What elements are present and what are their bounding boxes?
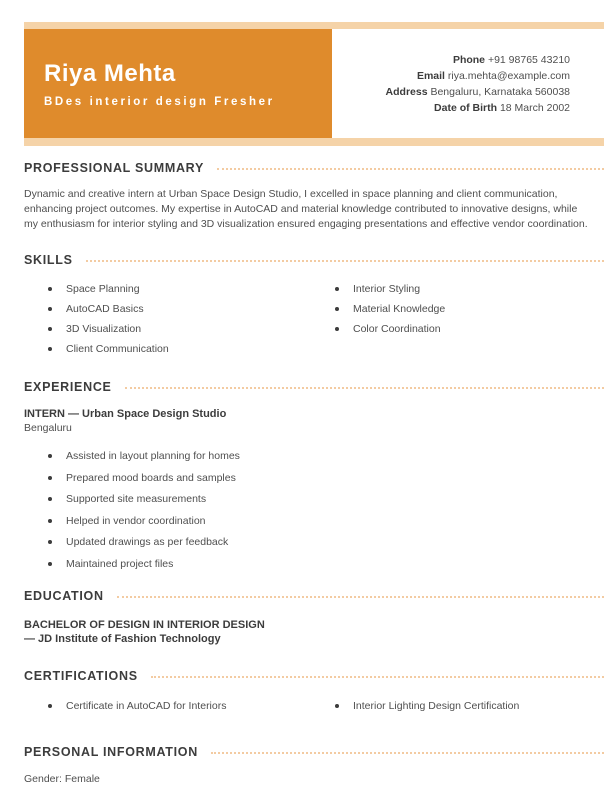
skill-item: Interior Styling (335, 283, 604, 295)
section-personal-information (24, 745, 604, 785)
skills-columns (24, 283, 604, 363)
phone-label: Phone (452, 53, 486, 66)
candidate-title: BDes interior design Fresher (44, 95, 275, 108)
dotted-divider (86, 260, 604, 262)
candidate-name: Riya Mehta (44, 59, 176, 87)
gender-line: Gender: Female (24, 772, 100, 785)
experience-bullet: Prepared mood boards and samples (48, 472, 604, 484)
certifications-columns (24, 700, 604, 720)
address-label: Address (385, 85, 428, 98)
certification-item: Certificate in AutoCAD for Interiors (48, 700, 311, 712)
phone-value: +91 98765 43210 (487, 53, 570, 66)
dotted-divider (117, 596, 604, 598)
dotted-divider (151, 676, 604, 678)
dotted-divider (125, 387, 604, 389)
experience-heading-row (24, 380, 604, 394)
certification-item: Interior Lighting Design Certification (335, 700, 604, 712)
skill-item: 3D Visualization (48, 323, 311, 335)
summary-heading: PROFESSIONAL SUMMARY (24, 161, 204, 175)
address-value: Bengaluru, Karnataka 560038 (430, 85, 570, 98)
experience-bullet-list (48, 450, 604, 570)
summary-paragraph: Dynamic and creative intern at Urban Space Design Studio, I excelled in space planning and client communication, enhancing project outcomes. My expertise in AutoCAD and material knowledge contributed to innovative designs, while my enthusiasm for interior styling and 3D visualization ensured engaging presentations and effective vendor coordination. (24, 188, 588, 230)
education-heading-row (24, 589, 604, 603)
certifications-column-left (24, 700, 311, 720)
skills-list-right (335, 283, 604, 335)
header-bottom-band (24, 138, 604, 146)
email-label: Email (416, 69, 445, 82)
experience-location: Bengaluru (24, 422, 72, 434)
contact-block (332, 29, 604, 138)
experience-bullet: Assisted in layout planning for homes (48, 450, 604, 462)
section-education (24, 589, 604, 647)
skills-heading: SKILLS (24, 253, 73, 267)
contact-email (332, 68, 570, 84)
dotted-divider (211, 752, 604, 754)
dob-label: Date of Birth (434, 101, 498, 114)
summary-heading-row (24, 161, 604, 175)
degree-line-1: BACHELOR OF DESIGN IN INTERIOR DESIGN (24, 618, 265, 631)
certifications-column-right (311, 700, 604, 720)
resume-header (24, 29, 604, 138)
skills-column-left (24, 283, 311, 363)
experience-heading: EXPERIENCE (24, 380, 112, 394)
education-degree (24, 618, 604, 647)
contact-address (332, 84, 570, 100)
section-professional-summary (24, 161, 604, 232)
dob-value: 18 March 2002 (499, 101, 570, 114)
certifications-heading: CERTIFICATIONS (24, 668, 138, 683)
skill-item: Color Coordination (335, 323, 604, 335)
skill-item: Material Knowledge (335, 303, 604, 315)
resume-body (24, 146, 604, 785)
contact-dob (332, 100, 570, 116)
certifications-list-right (335, 700, 604, 712)
contact-phone (332, 52, 570, 68)
skill-item: Space Planning (48, 283, 311, 295)
skills-heading-row (24, 253, 604, 267)
experience-bullet: Updated drawings as per feedback (48, 536, 604, 548)
personal-heading-row (24, 745, 604, 759)
section-skills (24, 253, 604, 363)
experience-bullet: Helped in vendor coordination (48, 515, 604, 527)
skill-item: Client Communication (48, 343, 311, 355)
degree-line-2: — JD Institute of Fashion Technology (24, 633, 221, 645)
skill-item: AutoCAD Basics (48, 303, 311, 315)
section-experience (24, 380, 604, 570)
experience-bullet: Supported site measurements (48, 493, 604, 505)
personal-heading: PERSONAL INFORMATION (24, 744, 198, 759)
certifications-heading-row (24, 669, 604, 683)
experience-role: INTERN — Urban Space Design Studio (24, 408, 227, 420)
dotted-divider (217, 168, 604, 170)
certifications-list-left (48, 700, 311, 712)
skills-list-left (48, 283, 311, 355)
email-value: riya.mehta@example.com (447, 69, 570, 82)
experience-bullet: Maintained project files (48, 558, 604, 570)
education-heading: EDUCATION (24, 588, 104, 603)
top-accent-band (24, 22, 604, 29)
section-certifications (24, 669, 604, 720)
skills-column-right (311, 283, 604, 363)
name-banner (24, 29, 332, 138)
